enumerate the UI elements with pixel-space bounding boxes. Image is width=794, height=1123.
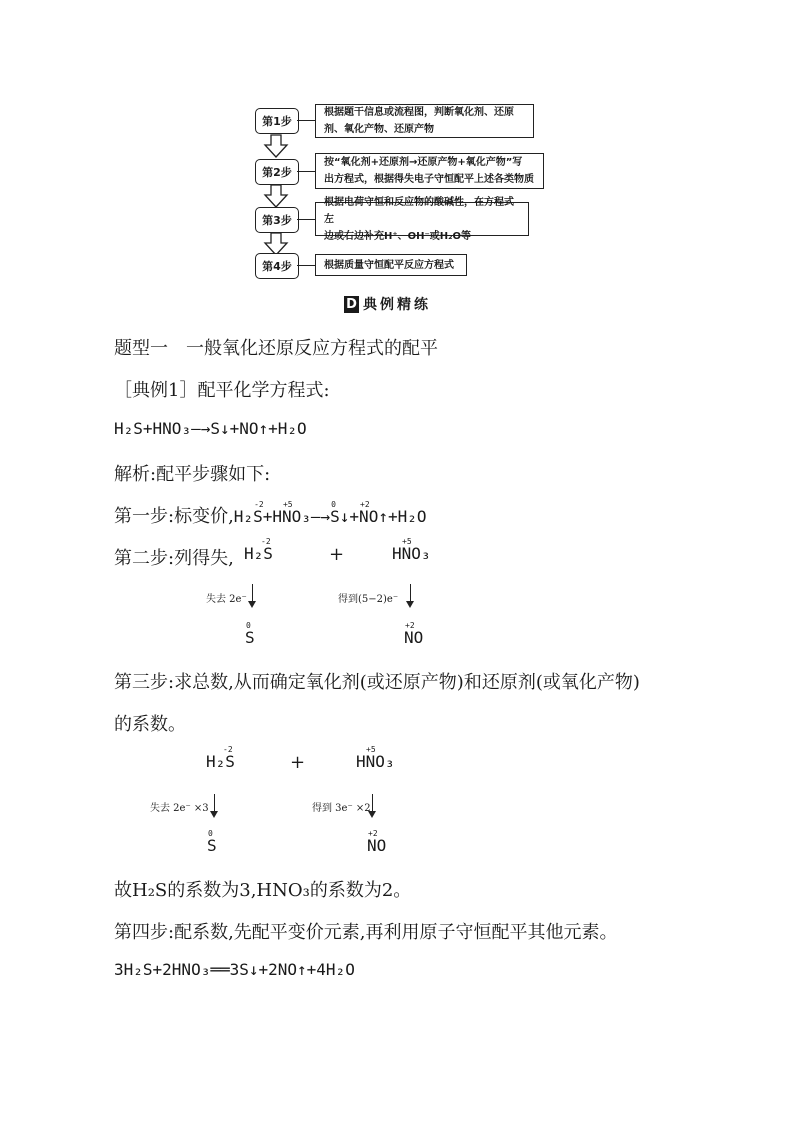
oxidation-state: -2 [223,745,233,754]
oxidation-state: +2 [368,829,378,838]
step-1-box [255,108,299,134]
step2-reactant-1 [244,537,273,563]
element: N [359,507,369,526]
formula-text: S [245,628,255,647]
step2-product-2 [404,621,424,647]
balanced-equation: 3H₂S+2HNO₃══3S↓+2NO↑+4H₂O [114,960,355,979]
formula [356,745,395,771]
down-arrow-icon [372,794,373,816]
atom-s [330,500,340,526]
step1-line [114,502,426,528]
plus-sign: + [290,752,306,773]
formula-part: ↓+ [339,507,360,526]
step3-product-1 [207,829,217,855]
step-3-description [315,196,529,242]
down-arrow-icon [214,794,215,816]
connector-line [297,120,315,121]
example-title: ［典例1］配平化学方程式: [114,380,330,401]
step3-text-line1: 第三步:求总数,从而确定氧化剂(或还原产物)和还原剂(或氧化产物) [114,672,640,693]
formula-text: H₂S [244,544,273,563]
section-badge: D [344,296,359,313]
section-header [344,294,431,314]
oxidation-state: +2 [360,500,370,509]
connector-line [297,265,315,266]
formula-text: H₂S [206,752,235,771]
formula-text: HNO₃ [356,752,395,771]
step-1-description [315,104,534,138]
atom-n [281,500,293,526]
plus-sign: + [329,544,345,565]
formula-text: NO [367,836,387,855]
down-arrow-icon [263,134,289,158]
formula [404,621,424,647]
oxidation-state: -2 [254,500,264,509]
step1-prefix: 第一步:标变价, [114,506,234,527]
desc-line: 边或右边补充H⁺、OH⁻或H₂O等 [324,230,472,242]
down-arrow-icon [263,184,289,208]
step3-reactant-1 [206,745,235,771]
formula-part: +H [262,507,282,526]
formula [367,829,387,855]
desc-line: 出方程式，根据得失电子守恒配平上述各类物质 [324,174,534,185]
down-arrow-icon [410,584,411,606]
coefficient-conclusion: 故H₂S的系数为3,HNO₃的系数为2。 [114,880,412,901]
step4-text: 第四步:配系数,先配平变价元素,再利用原子守恒配平其他元素。 [114,922,618,943]
connector-line [297,171,315,172]
oxidation-state: +5 [402,537,412,546]
desc-line: 剂、氧化产物、还原产物 [324,124,434,135]
section-title: 典例精练 [363,297,431,313]
step-3-box [255,207,299,233]
oxidation-state: +2 [405,621,415,630]
oxidation-state: -2 [261,537,271,546]
formula-part: H₂ [233,507,254,526]
formula-text: S [207,836,217,855]
formula [244,537,273,563]
formula-part: O₃—→ [291,507,331,526]
step-2-description [315,153,544,189]
element: S [330,507,340,526]
formula [207,829,217,855]
step2-reactant-2 [392,537,431,563]
electron-loss-label: 失去 2e⁻ ×3 [150,803,209,814]
step3-text-line2: 的系数。 [114,714,186,735]
step-4-label: 第4步 [262,260,292,273]
step3-reactant-2 [356,745,395,771]
step-2-label: 第2步 [262,166,292,179]
desc-line: 根据电荷守恒和反应物的酸碱性，在方程式左 [324,196,514,225]
down-arrow-icon [252,584,253,606]
connector-line [297,219,315,220]
oxidation-state: +5 [366,745,376,754]
oxidation-state: 0 [331,500,336,509]
electron-gain-label: 得到 3e⁻ ×2 [312,803,371,814]
electron-gain-label: 得到(5−2)e⁻ [338,594,399,605]
step3-product-2 [367,829,387,855]
step2-product-1 [245,621,255,647]
oxidation-state: +5 [282,500,293,509]
formula [233,500,427,526]
step-4-description [315,254,467,276]
oxidation-state: 0 [208,829,213,838]
atom-n [359,500,370,526]
element: S [253,507,263,526]
analysis-label: 解析:配平步骤如下: [114,464,271,485]
step-3-label: 第3步 [262,214,292,227]
step-1-label: 第1步 [262,115,292,128]
element: N [281,507,292,526]
step-4-box [255,253,299,279]
step-2-box [255,159,299,185]
formula [206,745,235,771]
step2-prefix: 第二步:列得失, [114,548,234,569]
formula-part: O↑+H₂O [368,507,427,526]
desc-line: 根据题干信息或流程图，判断氧化剂、还原 [324,107,514,118]
formula-text: HNO₃ [392,544,431,563]
formula-text: NO [404,628,424,647]
atom-s [253,500,264,526]
formula [392,537,431,563]
type-title: 题型一 一般氧化还原反应方程式的配平 [114,338,438,359]
electron-loss-label: 失去 2e⁻ [206,594,247,605]
desc-line: 根据质量守恒配平反应方程式 [324,259,454,271]
formula [245,621,255,647]
oxidation-state: 0 [246,621,251,630]
reaction-equation: H₂S+HNO₃—→S↓+NO↑+H₂O [114,419,307,438]
desc-line: 按“氧化剂+还原剂→还原产物+氧化产物”写 [324,157,523,168]
